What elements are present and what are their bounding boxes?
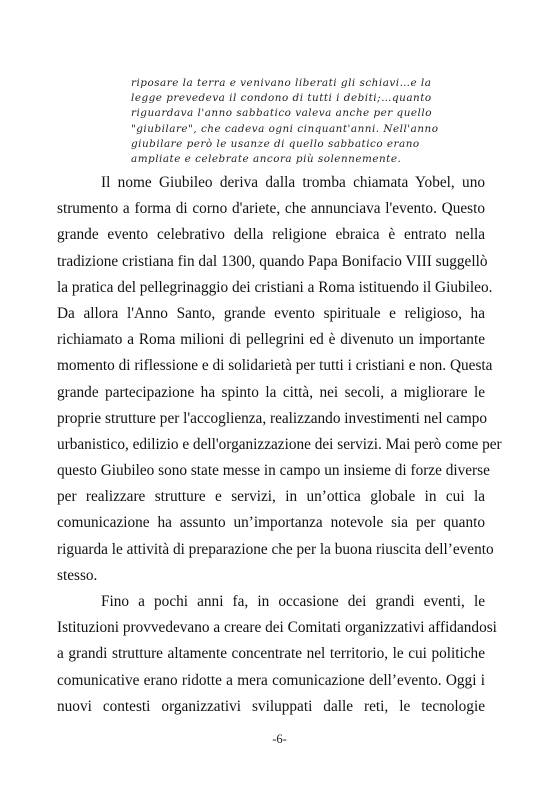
text-line: tradizione cristiana fin dal 1300, quando Papa Bonifacio VIII suggellò <box>57 252 488 270</box>
text-line: comunicative erano ridotte a mera comunicazione dell’evento. Oggi i <box>57 671 485 689</box>
quote-line: legge prevedeva il condono di tutti i debiti;…quanto <box>131 92 432 105</box>
text-line: comunicazione ha assunto un’importanza notevole sia per quanto <box>57 514 485 532</box>
quote-line: "giubilare", che cadeva ogni cinquant'anni. Nell'anno <box>131 122 439 135</box>
page-number: -6- <box>272 732 287 746</box>
text-line: urbanistico, edilizio e dell'organizzazione dei servizi. Mai però come per <box>57 435 502 453</box>
paragraph-1 <box>57 170 502 589</box>
text-line: grande evento celebrativo della religione ebraica è entrato nella <box>57 226 485 244</box>
text-line: grande partecipazione ha spinto la città, nei secoli, a migliorare le <box>57 383 485 401</box>
text-line: per realizzare strutture e servizi, in un’ottica globale in cui la <box>57 488 485 506</box>
quote-line: giubilare però le usanze di quello sabbatico erano <box>131 137 420 150</box>
text-line: proprie strutture per l'accoglienza, realizzando investimenti nel campo <box>57 409 488 427</box>
text-line: Da allora l'Anno Santo, grande evento spirituale e religioso, ha <box>57 304 485 322</box>
block-quote <box>131 76 439 167</box>
body-text <box>57 170 502 720</box>
quote-line: riguardava l'anno sabbatico valeva anche per quello <box>131 107 432 120</box>
text-line: momento di riflessione e di solidarietà per tutti i cristiani e non. Questa <box>57 357 493 375</box>
quote-line: riposare la terra e venivano liberati gli schiavi…e la <box>131 77 432 89</box>
text-line: la pratica del pellegrinaggio dei cristiani a Roma istituendo il Giubileo. <box>57 278 493 296</box>
text-line: a grandi strutture altamente concentrate nel territorio, le cui politiche <box>57 645 485 663</box>
quote-line: ampliate e celebrate ancora più solennemente. <box>131 153 402 166</box>
text-line: questo Giubileo sono state messe in campo un insieme di forze diverse <box>57 462 490 480</box>
text-line: richiamato a Roma milioni di pellegrini ed è divenuto un importante <box>57 331 485 349</box>
text-line: strumento a forma di corno d'ariete, che annunciava l'evento. Questo <box>57 200 485 218</box>
paragraph-2 <box>57 589 497 720</box>
text-line: riguarda le attività di preparazione che per la buona riuscita dell’evento <box>57 540 494 558</box>
text-line: stesso. <box>57 566 98 584</box>
text-line: Il nome Giubileo deriva dalla tromba chiamata Yobel, uno <box>101 174 485 191</box>
text-line: Fino a pochi anni fa, in occasione dei grandi eventi, le <box>101 593 485 610</box>
text-line: nuovi contesti organizzativi sviluppati dalle reti, le tecnologie <box>57 697 485 715</box>
text-line: Istituzioni provvedevano a creare dei Comitati organizzativi affidandosi <box>57 619 497 637</box>
